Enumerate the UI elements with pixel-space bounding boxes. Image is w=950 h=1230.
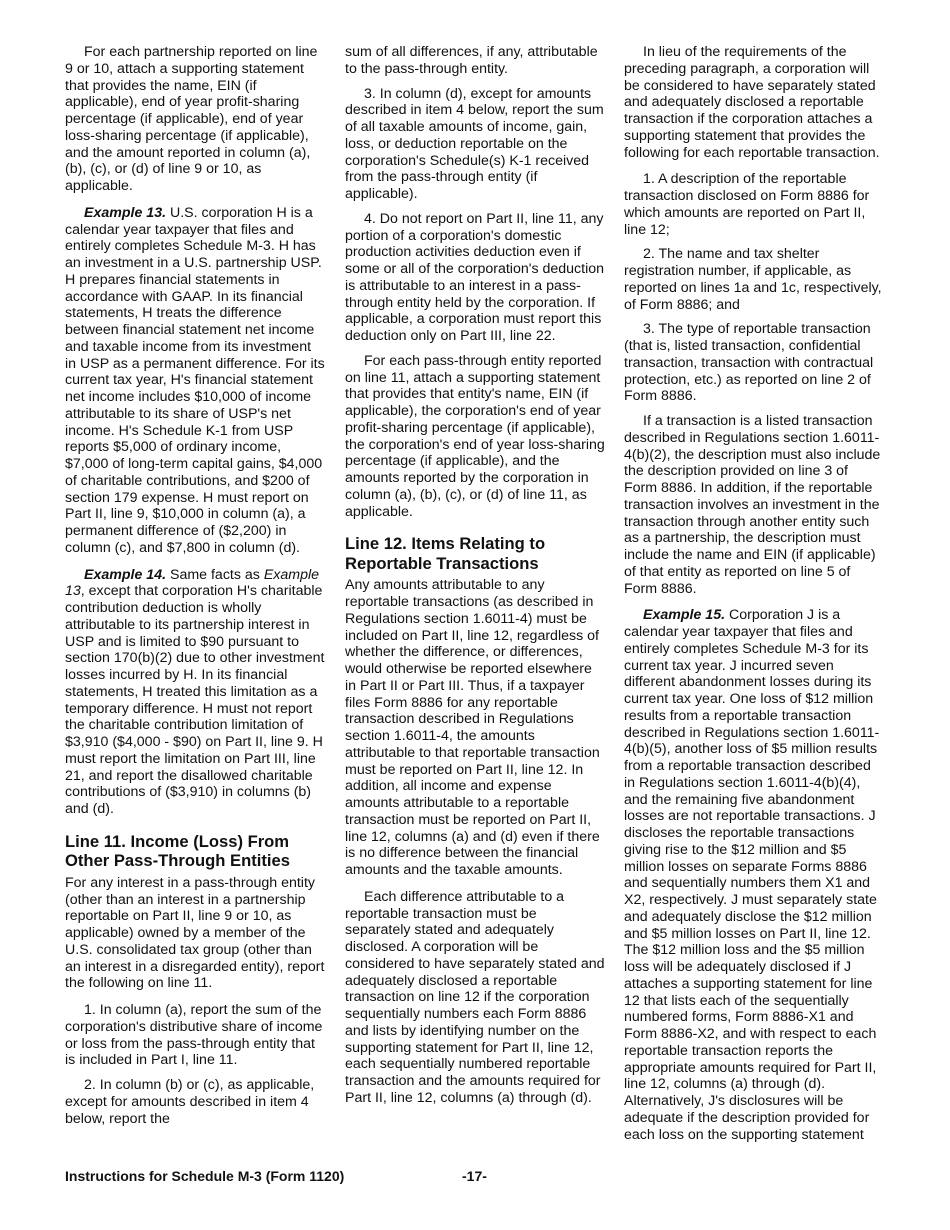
line-12-paragraph-2: Each difference attributable to a reportable transaction must be separately stated and adequately disclosed. A corporation will be considered to have separately stated and adequately disclosed a reportable transaction on line 12 if the corporation sequentially numbers each Form 8886 and lists by identifying number on the supporting statement for Part II, line 12, each sequentially numbered reportable transaction and the amounts required for Part II, line 12, columns (a) through (d). bbox=[345, 888, 605, 1106]
partnership-statement-paragraph: For each partnership reported on line 9 or 10, attach a supporting statement that provides the name, EIN (if applicable), end of year profit-sharing percentage (if applicable), end of year loss-sharing percentage (if applicable), and the amount reported in column (a), (b), (c), or (d) of line 9 or 10, as applicable. bbox=[65, 44, 318, 194]
line-12-heading: Line 12. Items Relating to Reportable Transactions bbox=[345, 534, 546, 573]
line-11-item-4: 4. Do not report on Part II, line 11, any portion of a corporation's domestic production activities deduction even if some or all of the corporation's deduction is attributable to an interest in a pass-through entity held by the corporation. If applicable, a corporation must report this deduction only on Part III, line 22. bbox=[345, 210, 605, 344]
column-1 bbox=[65, 44, 325, 1135]
line-12-paragraph-1: Any amounts attributable to any reportable transactions (as described in Regulations section 1.6011-4) must be included on Part II, line 12, regardless of whether the difference, or differences, would otherwise be reported elsewhere in Part II or Part III. Thus, if a taxpayer files Form 8886 for any reportable transaction described in Regulations section 1.6011-4, the amounts attributable to that reportable transaction must be reported on Part II, line 12. In addition, all income and expense amounts attributable to a reportable transaction must be reported on Part II, line 12, columns (a) and (d) even if there is no difference between the financial amounts and the taxable amounts. bbox=[345, 577, 600, 878]
line-11-statement-paragraph: For each pass-through entity reported on line 11, attach a supporting statement that provides that entity's name, EIN (if applicable), the corporation's end of year profit-sharing percentage (if applicable), the corporation's end of year loss-sharing percentage (if applicable), and the amounts reported by the corporation in column (a), (b), (c), or (d) of line 11, as applicable. bbox=[345, 352, 605, 520]
listed-transaction-paragraph: If a transaction is a listed transaction described in Regulations section 1.6011-4(b)(2), the description must also include the description provided on line 3 of Form 8886. In addition, if the reportable transaction involves an investment in the transaction through another entity such as a partnership, the description must include the name and EIN (if applicable) of that entity as reported on line 5 of Form 8886. bbox=[624, 413, 881, 597]
line-11-item-3: 3. In column (d), except for amounts described in item 4 below, report the sum of all taxable amounts of income, gain, loss, or deduction reportable on the corporation's Schedule(s) K-1 received from the pass-through entity (if applicable). bbox=[345, 85, 604, 202]
page-number: -17- bbox=[462, 1168, 487, 1184]
line-11-heading: Line 11. Income (Loss) From Other Pass-Through Entities bbox=[65, 831, 290, 871]
line-11-intro: For any interest in a pass-through entity (other than an interest in a partnership reportable on Part II, line 9 or 10, as applicable) owned by a member of the U.S. consolidated tax group (other than an interest in a disregarded entity), report the following on line 11. bbox=[65, 874, 325, 992]
column-3 bbox=[624, 44, 884, 1153]
reportable-item-3: 3. The type of reportable transaction (that is, listed transaction, confidential transaction, transaction with contractual protection, etc.) as reported on line 2 of Form 8886. bbox=[624, 321, 874, 405]
line-11-item-2: 2. In column (b) or (c), as applicable, except for amounts described in item 4 below, report the bbox=[65, 1077, 315, 1127]
reportable-item-2: 2. The name and tax shelter registration number, if applicable, as reported on lines 1a and 1c, respectively, of Form 8886; and bbox=[624, 246, 882, 313]
example-14-reference: Example 13 bbox=[65, 566, 320, 600]
example-13-label: Example 13. bbox=[84, 204, 167, 221]
example-14-paragraph bbox=[65, 567, 325, 818]
footer-title: Instructions for Schedule M-3 (Form 1120) bbox=[65, 1168, 345, 1184]
in-lieu-paragraph: In lieu of the requirements of the preceding paragraph, a corporation will be considered to have separately stated and adequately disclosed a reportable transaction if the corporation attaches a supporting statement that provides the following for each reportable transaction. bbox=[624, 44, 880, 161]
example-15-label: Example 15. bbox=[643, 607, 726, 624]
example-15-text: Corporation J is a calendar year taxpayer that files and entirely completes Schedule M-3 for its current tax year. J incurred seven different abandonment losses during its current tax year. One loss of $12 million results from a reportable transaction described in Regulations section 1.6011-4(b)(5), another loss of $5 million results from a reportable transaction described in Regulations section 1.6011-4(b)(4), and the remaining five abandonment losses are not reportable transactions. J discloses the reportable transactions giving rise to the $12 million and $5 million losses on separate Forms 8886 and sequentially numbers them X1 and X2, respectively. J must separately state and adequately disclose the $12 million and $5 million losses on Part II, line 12. The $12 million loss and the $5 million loss will be adequately disclosed if J attaches a supporting statement for line 12 that lists each of the sequentially numbered forms, Form 8886-X1 and Form 8886-X2, and with respect to each reportable transaction reports the appropriate amounts required for Part II, line 12, columns (a) through (d). Alternatively, J's disclosures will be adequate if the description provided for each loss on the supporting statement bbox=[624, 607, 880, 1143]
line-11-item-1: 1. In column (a), report the sum of the corporation's distributive share of income or loss from the pass-through entity that is included in Part I, line 11. bbox=[65, 1002, 323, 1069]
example-14-label: Example 14. bbox=[84, 566, 167, 583]
example-15-paragraph bbox=[624, 607, 884, 1143]
example-13-paragraph bbox=[65, 205, 325, 557]
reportable-item-1: 1. A description of the reportable transaction disclosed on Form 8886 for which amounts are reported on Part II, line 12; bbox=[624, 171, 870, 238]
line-11-item-2-continued: sum of all differences, if any, attributable to the pass-through entity. bbox=[345, 44, 598, 77]
example-14-prefix: Same facts as bbox=[169, 566, 260, 583]
example-14-text: , except that corporation H's charitable contribution deduction is wholly attributable to its partnership interest in USP and is limited to $90 pursuant to section 170(b)(2) due to other investment losses incurred by H. In its financial statements, H treated this limitation as a temporary difference. H must not report the charitable contribution limitation of $3,910 ($4,000 - $90) on Part II, line 9. H must report the limitation on Part III, line 21, and report the disallowed charitable contributions of ($3,910) in columns (b) and (d). bbox=[65, 583, 325, 817]
column-2 bbox=[345, 44, 605, 1117]
example-13-text: U.S. corporation H is a calendar year taxpayer that files and entirely completes Schedule M-3. H has an investment in a U.S. partnership USP. H prepares financial statements in accordance with GAAP. In its financial statements, H treats the difference between financial statement net income and taxable income from its investment in USP as a permanent difference. For its current tax year, H's financial statement net income includes $10,000 of income attributable to its share of USP's net income. H's Schedule K-1 from USP reports $5,000 of ordinary income, $7,000 of long-term capital gains, $4,000 of charitable contributions, and $200 of section 179 expense. H must report on Part II, line 9, $10,000 in column (a), a permanent difference of ($2,200) in column (c), and $7,800 in column (d). bbox=[65, 204, 325, 556]
